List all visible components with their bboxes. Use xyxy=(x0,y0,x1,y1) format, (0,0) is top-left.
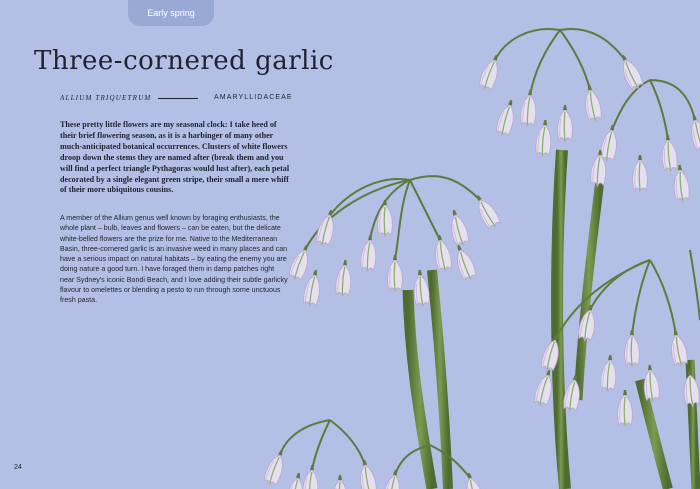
stem xyxy=(432,270,448,489)
article-title: Three-cornered garlic xyxy=(34,46,334,76)
body-paragraph: A member of the Allium genus well known by foraging enthusiasts, the whole plant – bulb, leaves and flowers – can be eaten, but the delicate white-belled flowers are the prize for me. Native to the Mediterranean Basin, three-cornered garlic is an invasive weed in many places and can have a serious impact on natural habitats – by eating the enemy you are doing nature a good turn. I have foraged them in damp patches right near Sydney's iconic Bondi Beach, and I love adding their subtle garlicky flavour to omelettes or blending a pesto to run through some unctuous fresh pasta. xyxy=(60,214,288,305)
intro-paragraph: These pretty little flowers are my seasonal clock: I take heed of their brief flowering season, as it is a harbinger of many other much-anticipated botanical occurrences. Clusters of white flowers droop down the stems they are named after (break them and you will find a perfect triangle Pythagoras would lust after), each petal decorated by a single elegant green stripe, their small a mere whiff of their more ubiquitous cousins. xyxy=(60,120,290,195)
section-tab-label: Early spring xyxy=(147,8,195,18)
stem xyxy=(408,290,432,489)
latin-name: ALLIUM TRIQUETRUM xyxy=(60,94,152,102)
plant-family: AMARYLLIDACEAE xyxy=(214,94,293,101)
page-number: 24 xyxy=(14,464,22,471)
flower-cluster xyxy=(287,192,502,308)
stem xyxy=(557,150,565,489)
